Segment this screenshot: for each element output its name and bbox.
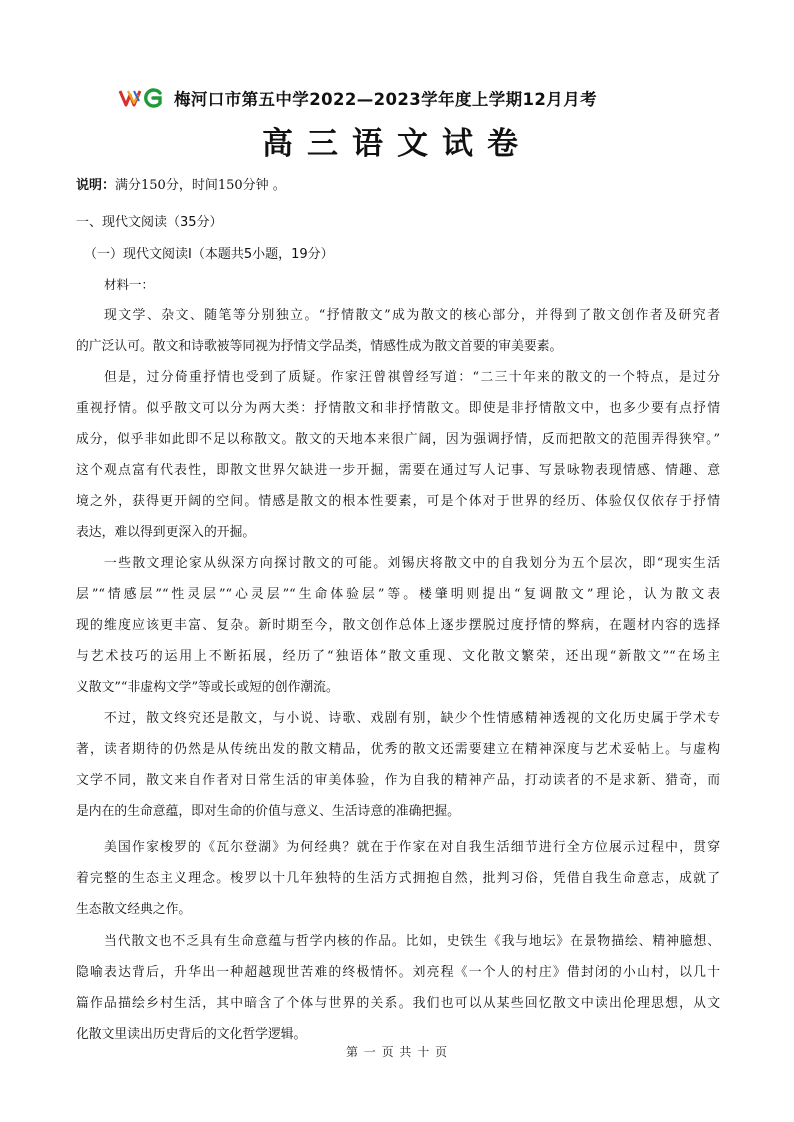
paragraph-line: 是内在的生命意蕴，即对生命的价值与意义、生活诗意的准确把握。 bbox=[76, 804, 460, 819]
paragraph-line: 文学不同，散文来自作者对日常生活的审美体验，作为自我的精神产品，打动读者的不是求新、猎奇，而 bbox=[76, 773, 720, 788]
paragraph-line: 现文学、杂文、随笔等分别独立。“抒情散文”成为散文的核心部分，并得到了散文创作者及研究者 bbox=[104, 308, 720, 323]
section-heading: 一、现代文阅读（35分） bbox=[76, 215, 223, 230]
paragraph-line: 重视抒情。似乎散文可以分为两大类：抒情散文和非抒情散文。即使是非抒情散文中，也多少要有点抒情 bbox=[76, 401, 720, 416]
paragraph-line: 成分，似乎非如此即不足以称散文。散文的天地本来很广阔，因为强调抒情，反而把散文的范围弄得狭窄。” bbox=[76, 432, 720, 447]
paragraph-line: 不过，散文终究还是散文，与小说、诗歌、戏剧有别，缺少个性情感精神透视的文化历史属于学术专 bbox=[104, 711, 720, 726]
page-footer: 第 一 页 共 十 页 bbox=[345, 1045, 449, 1059]
paragraph-line: 着完整的生态主义理念。梭罗以十几年独特的生活方式拥抱自然，批判习俗，凭借自我生命意志，成就了 bbox=[76, 871, 720, 886]
paragraph-line: 但是，过分倚重抒情也受到了质疑。作家汪曾祺曾经写道：“二三十年来的散文的一个特点，是过分 bbox=[104, 370, 720, 385]
paragraph-line: 著，读者期待的仍然是从传统出发的散文精品，优秀的散文还需要建立在精神深度与艺术妥帖上。与虚构 bbox=[76, 742, 720, 757]
paragraph-line: 生态散文经典之作。 bbox=[76, 902, 192, 917]
paragraph-4 bbox=[76, 703, 720, 827]
paragraph-line: 义散文”“非虚构文学”等或长或短的创作潮流。 bbox=[76, 680, 339, 695]
page-title: 高三语文试卷 bbox=[262, 126, 532, 162]
paragraph-5 bbox=[76, 832, 720, 925]
exam-header bbox=[118, 84, 597, 112]
paragraph-6 bbox=[76, 926, 720, 1050]
paragraph-line: 的广泛认可。散文和诗歌被等同视为抒情文学品类，情感性成为散文首要的审美要素。 bbox=[76, 339, 563, 354]
subsection-heading: （一）现代文阅读Ⅰ（本题共5小题，19分） bbox=[84, 247, 334, 262]
exam-note bbox=[76, 174, 286, 193]
paragraph-line: 当代散文也不乏具有生命意蕴与哲学内核的作品。比如，史铁生《我与地坛》在景物描绘、精神臆想、 bbox=[104, 934, 720, 949]
paragraph-1 bbox=[76, 300, 720, 362]
paragraph-line: 这个观点富有代表性，即散文世界欠缺进一步开掘，需要在通过写人记事、写景咏物表现情感、情趣、意 bbox=[76, 463, 720, 478]
paragraph-line: 境之外，获得更开阔的空间。情感是散文的根本性要素，可是个体对于世界的经历、体验仅仅依存于抒情 bbox=[76, 494, 720, 509]
paragraph-2 bbox=[76, 362, 720, 548]
note-text: 满分150分，时间150分钟 。 bbox=[115, 178, 286, 193]
paragraph-3 bbox=[76, 548, 720, 703]
paragraph-line: 现的维度应该更丰富、复杂。新时期至今，散文创作总体上逐步摆脱过度抒情的弊病，在题材内容的选择 bbox=[76, 618, 720, 633]
paragraph-line: 美国作家梭罗的《瓦尔登湖》为何经典？就在于作家在对自我生活细节进行全方位展示过程中，贯穿 bbox=[104, 840, 720, 855]
note-label: 说明： bbox=[76, 178, 116, 193]
paragraph-line: 表达，难以得到更深入的开掘。 bbox=[76, 525, 256, 540]
material-label: 材料一： bbox=[104, 277, 155, 292]
school-exam-line: 梅河口市第五中学2022—2023学年度上学期12月月考 bbox=[174, 90, 598, 109]
paragraph-line: 与艺术技巧的运用上不断拓展，经历了“独语体”散文重现、文化散文繁荣，还出现“新散文”“在场主 bbox=[76, 649, 720, 664]
paragraph-line: 层”“情感层”“性灵层”“心灵层”“生命体验层”等。楼肇明则提出“复调散文”理论，认为散文表 bbox=[76, 587, 720, 602]
paragraph-line: 篇作品描绘乡村生活，其中暗含了个体与世界的关系。我们也可以从某些回忆散文中读出伦理思想，从文 bbox=[76, 996, 720, 1011]
paragraph-line: 隐喻表达背后，升华出一种超越现世苦难的终极情怀。刘亮程《一个人的村庄》借封闭的小山村，以几十 bbox=[76, 965, 720, 980]
paragraph-line: 化散文里读出历史背后的文化哲学逻辑。 bbox=[76, 1027, 307, 1042]
school-logo-icon bbox=[118, 86, 166, 110]
paragraph-line: 一些散文理论家从纵深方向探讨散文的可能。刘锡庆将散文中的自我划分为五个层次，即“现实生活 bbox=[104, 556, 720, 571]
